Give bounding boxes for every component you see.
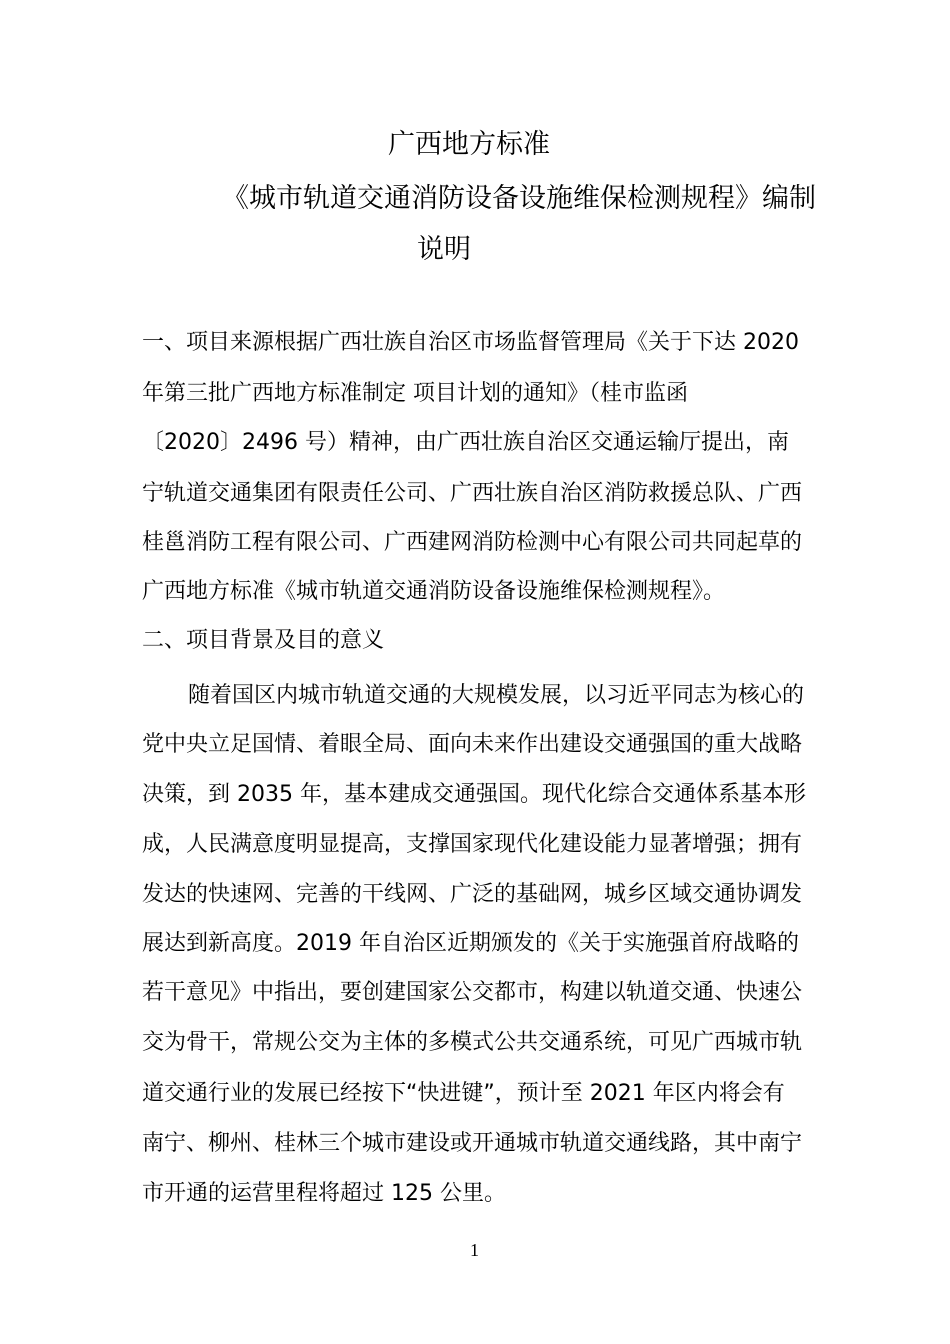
- section-2-text-line: 党中央立足国情、着眼全局、面向未来作出建设交通强国的重大战略: [142, 732, 803, 757]
- section-2-text-line: 道交通行业的发展已经按下“快进键”，预计至 2021 年区内将会有: [142, 1081, 785, 1106]
- section-1-text-line: 广西地方标准《城市轨道交通消防设备设施维保检测规程》。: [142, 579, 726, 604]
- section-2-text-line: 若干意见》中指出，要创建国家公交都市，构建以轨道交通、快速公: [142, 980, 803, 1005]
- section-1-text-line: 一、项目来源根据广西壮族自治区市场监督管理局《关于下达 2020: [142, 330, 799, 355]
- section-1-text-line: 宁轨道交通集团有限责任公司、广西壮族自治区消防救援总队、广西: [142, 481, 803, 506]
- page-number: 1: [470, 1240, 479, 1260]
- section-2-text-line: 随着国区内城市轨道交通的大规模发展，以习近平同志为核心的: [188, 683, 805, 708]
- document-title-line-1: 广西地方标准: [388, 129, 550, 160]
- section-1-text-line: 年第三批广西地方标准制定 项目计划的通知》（桂市监函: [142, 381, 688, 406]
- section-2-heading: 二、项目背景及目的意义: [142, 628, 385, 653]
- section-2-text-line: 决策，到 2035 年，基本建成交通强国。现代化综合交通体系基本形: [142, 782, 806, 807]
- section-2-text-line: 市开通的运营里程将超过 125 公里。: [142, 1181, 506, 1206]
- section-2-text-line: 南宁、柳州、桂林三个城市建设或开通城市轨道交通线路，其中南宁: [142, 1131, 803, 1156]
- section-1-text-line: 〔2020〕2496 号）精神，由广西壮族自治区交通运输厅提出，南: [142, 430, 789, 455]
- section-1-text-line: 桂邕消防工程有限公司、广西建网消防检测中心有限公司共同起草的: [142, 530, 803, 555]
- document-title-line-3: 说明: [417, 234, 471, 265]
- document-title-line-2: 《城市轨道交通消防设备设施维保检测规程》编制: [222, 183, 816, 214]
- section-2-text-line: 展达到新高度。2019 年自治区近期颁发的《关于实施强首府战略的: [142, 931, 799, 956]
- section-2-text-line: 交为骨干，常规公交为主体的多模式公共交通系统，可见广西城市轨: [142, 1030, 803, 1055]
- section-2-text-line: 发达的快速网、完善的干线网、广泛的基础网，城乡区域交通协调发: [142, 882, 803, 907]
- section-2-text-line: 成，人民满意度明显提高，支撑国家现代化建设能力显著增强；拥有: [142, 832, 803, 857]
